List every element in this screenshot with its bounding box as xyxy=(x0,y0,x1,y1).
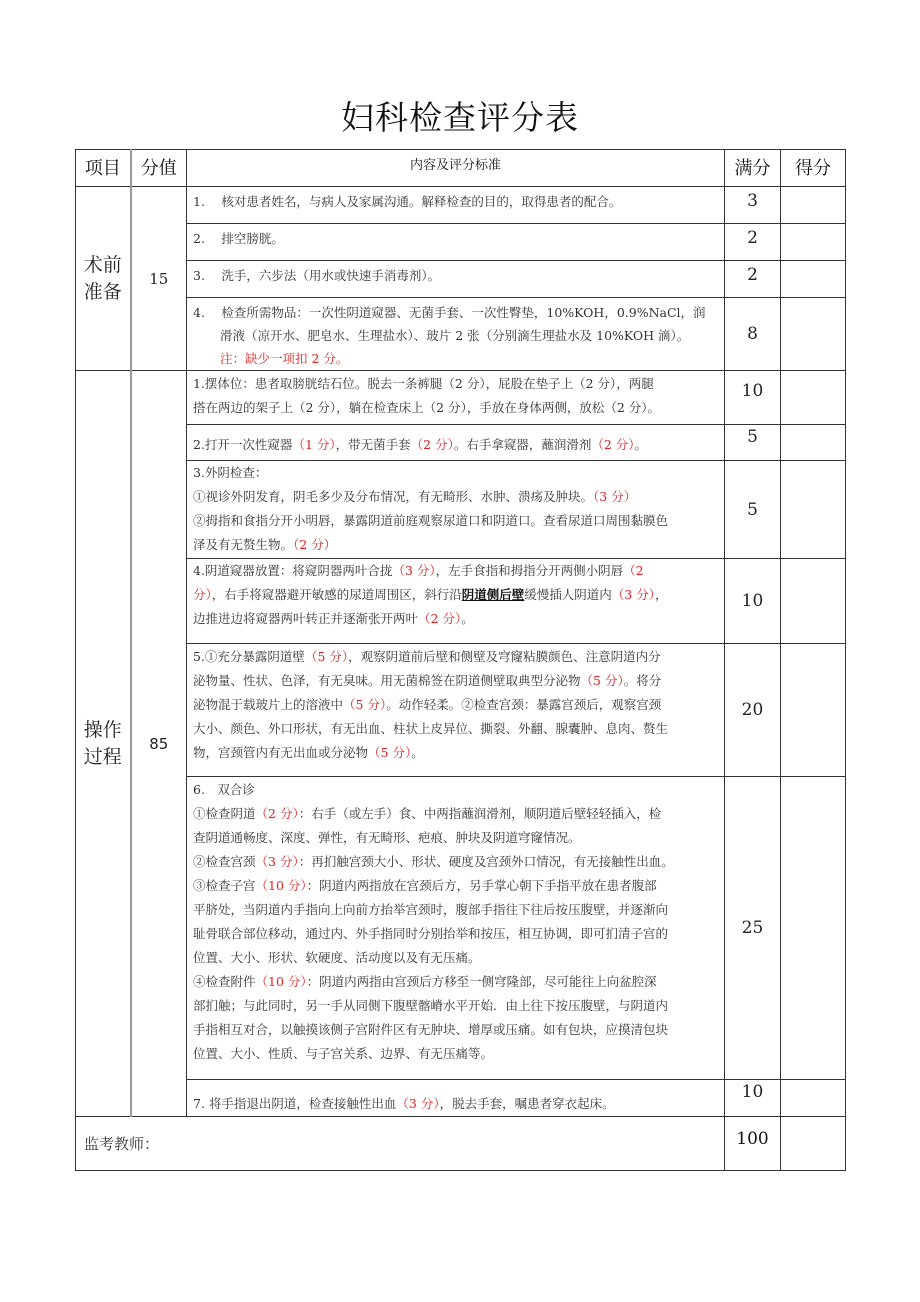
category-label-line1: 术前 xyxy=(83,253,122,276)
criteria-text: ：阴道内两指放在宫颈后方，另手掌心朝下手指平放在患者腹部 xyxy=(306,878,657,893)
criteria-text: ，右手将窥器避开敏感的尿道周围区，斜行沿 xyxy=(211,587,462,602)
criteria-text: 1.摆体位：患者取膀胱结石位。脱去一条裤腿（2 分），屁股在垫子上（2 分），两腿 xyxy=(193,376,654,391)
criteria-cell xyxy=(187,224,725,261)
criteria-line xyxy=(193,264,718,288)
criteria-text: 。动作轻柔。②检查宫颈：暴露宫颈后，观察宫颈 xyxy=(386,697,662,712)
criteria-text: ：再扪触宫颈大小、形状、硬度及宫颈外口情况，有无接触性出血。 xyxy=(298,854,674,869)
criteria-text: ②拇指和食指分开小明唇，暴露阴道前庭观察尿道口和阴道口。查看尿道口周围黏膜色 xyxy=(193,513,669,528)
criteria-text: 泌物混于载玻片上的溶液中 xyxy=(193,697,344,712)
category-label-line2: 过程 xyxy=(83,745,122,768)
total-full-score: 100 xyxy=(725,1117,781,1171)
criteria-text: 边推进边将窥器两叶转正并逐渐张开两叶 xyxy=(193,611,419,626)
full-score-value: 2 xyxy=(725,224,781,261)
page-title: 妇科检查评分表 xyxy=(341,98,579,137)
table-row xyxy=(76,261,846,298)
criteria-line xyxy=(193,347,718,370)
criteria-text: 部扪触；与此同时，另一手从同侧下腹壁髂嵴水平开始．由上往下按压腹壁，与阴道内 xyxy=(193,998,669,1013)
score-note: （2 xyxy=(623,563,644,578)
header-points: 分值 xyxy=(131,150,187,187)
score-note: （5 分） xyxy=(304,649,349,664)
criteria-cell xyxy=(187,1080,725,1117)
full-score-value: 5 xyxy=(725,461,781,559)
criteria-line xyxy=(193,850,718,874)
score-input-cell[interactable] xyxy=(781,187,846,224)
criteria-line xyxy=(193,826,718,850)
full-score-value: 5 xyxy=(725,425,781,461)
criteria-text: 。右手拿窥器，蘸润滑剂 xyxy=(453,437,592,452)
criteria-text: 4. 检查所需物品：一次性阴道窥器、无菌手套、一次性臀垫，10%KOH，0.9%NaCl，润 xyxy=(193,305,706,320)
criteria-text: 平脐处，当阴道内手指向上向前方抬举宫颈时，腹部手指往下往后按压腹壁，并逐渐向 xyxy=(193,902,669,917)
criteria-text: 搭在两边的架子上（2 分），躺在检查床上（2 分），手放在身体两侧，放松（2 分）。 xyxy=(193,400,661,415)
score-note: （10 分） xyxy=(255,878,307,893)
criteria-text: 。将分 xyxy=(623,673,662,688)
criteria-text: 手指相互对合，以触摸该侧子宫附件区有无肿块、增厚或压痛。如有包块，应摸清包块 xyxy=(193,1022,669,1037)
full-score-value: 8 xyxy=(725,298,781,371)
score-input-cell[interactable] xyxy=(781,777,846,1080)
score-note: （5 分） xyxy=(368,745,412,760)
section-points: 15 xyxy=(131,187,187,371)
criteria-line xyxy=(193,802,718,826)
header-row xyxy=(76,150,846,187)
criteria-text: 耻骨联合部位移动，通过内、外手指同时分别抬举和按压，相互协调，即可扪清子宫的 xyxy=(193,926,669,941)
full-score-value: 10 xyxy=(725,1080,781,1117)
criteria-text: 位置、大小、性质、与子宫关系、边界、有无压痛等。 xyxy=(193,1046,494,1061)
criteria-line xyxy=(193,461,718,485)
score-note: （5 分） xyxy=(580,673,624,688)
criteria-text: ③检查子宫 xyxy=(193,878,256,893)
criteria-line xyxy=(193,874,718,898)
criteria-line xyxy=(193,1018,718,1042)
criteria-cell xyxy=(187,425,725,461)
score-input-cell[interactable] xyxy=(781,261,846,298)
criteria-text: 3. 洗手，六步法（用水或快速手消毒剂）。 xyxy=(193,268,441,283)
criteria-line xyxy=(193,970,718,994)
criteria-text: 滑液（凉开水、肥皂水、生理盐水）、玻片 2 张（分别滴生理盐水及 10%KOH 滴）。 xyxy=(220,328,690,343)
criteria-text: 物，宫颈管内有无出血或分泌物 xyxy=(193,745,369,760)
criteria-line xyxy=(193,1042,718,1066)
category-label-line2: 准备 xyxy=(83,280,122,303)
criteria-line xyxy=(193,324,718,347)
table-row xyxy=(76,187,846,224)
criteria-line xyxy=(193,922,718,946)
full-score-value: 10 xyxy=(725,371,781,425)
criteria-line xyxy=(193,898,718,922)
emphasis-text: 阴道侧后壁 xyxy=(461,587,525,602)
criteria-text: ， xyxy=(655,587,668,602)
section-points: 85 xyxy=(131,371,187,1117)
criteria-text: 位置、大小、形状、软硬度、活动度以及有无压痛。 xyxy=(193,950,481,965)
criteria-text: 泌物量、性状、色泽，有无臭味。用无菌棉签在阴道侧壁取典型分泌物 xyxy=(193,673,581,688)
score-note: （5 分） xyxy=(343,697,387,712)
criteria-line xyxy=(193,607,718,631)
category-cell xyxy=(76,187,131,371)
score-note: （2 分） xyxy=(293,537,337,552)
criteria-text: ①检查阴道 xyxy=(193,806,256,821)
criteria-cell xyxy=(187,644,725,777)
score-input-cell[interactable] xyxy=(781,425,846,461)
criteria-line xyxy=(193,946,718,970)
criteria-text: ，带无菌手套 xyxy=(335,437,411,452)
score-note: （3 分） xyxy=(392,563,436,578)
criteria-line xyxy=(193,509,718,533)
table-row xyxy=(76,371,846,425)
criteria-text: 大小、颜色、外口形状，有无出血、柱状上皮异位、撕裂、外翻、腺囊肿、息肉、赘生 xyxy=(193,721,669,736)
criteria-cell xyxy=(187,461,725,559)
full-score-value: 3 xyxy=(725,187,781,224)
criteria-text: 4.阴道窥器放置：将窥阴器两叶合拢 xyxy=(193,563,393,578)
criteria-text: 。 xyxy=(634,437,648,452)
criteria-line xyxy=(193,301,718,324)
criteria-text: 泽及有无赘生物。 xyxy=(193,537,294,552)
score-note: （3 分） xyxy=(255,854,299,869)
criteria-line xyxy=(193,396,718,420)
criteria-line xyxy=(193,994,718,1018)
table-row xyxy=(76,1080,846,1117)
full-score-value: 2 xyxy=(725,261,781,298)
header-item: 项目 xyxy=(76,150,131,187)
criteria-text: 。 xyxy=(461,611,474,626)
score-note: （2 分） xyxy=(591,437,635,452)
footer-row xyxy=(76,1117,846,1171)
score-input-cell[interactable] xyxy=(781,371,846,425)
score-note: 分） xyxy=(193,587,212,602)
criteria-text: 2. 排空膀胱。 xyxy=(193,231,284,246)
score-note: （3 分） xyxy=(593,489,637,504)
table-row xyxy=(76,644,846,777)
table-row xyxy=(76,461,846,559)
table-row xyxy=(76,298,846,371)
score-note: （3 分） xyxy=(611,587,655,602)
criteria-cell xyxy=(187,371,725,425)
criteria-line xyxy=(193,778,718,802)
criteria-cell xyxy=(187,187,725,224)
total-score-cell[interactable] xyxy=(781,1117,846,1171)
table-row xyxy=(76,559,846,644)
criteria-line xyxy=(193,227,718,251)
score-input-cell[interactable] xyxy=(781,461,846,559)
criteria-cell xyxy=(187,261,725,298)
criteria-text: ②检查宫颈 xyxy=(193,854,256,869)
criteria-text: ，观察阴道前后壁和侧壁及穹窿粘膜颜色、注意阴道内分 xyxy=(348,649,661,664)
criteria-text: 5.①充分暴露阴道壁 xyxy=(193,649,305,664)
examiner-label: 监考教师： xyxy=(76,1117,725,1171)
score-input-cell[interactable] xyxy=(781,644,846,777)
score-note: 注：缺少一项扣 2 分。 xyxy=(220,351,349,366)
table-row xyxy=(76,777,846,1080)
criteria-text: ①视诊外阴发育，阴毛多少及分布情况，有无畸形、水肿、溃疡及肿块。 xyxy=(193,489,594,504)
criteria-line xyxy=(193,1092,718,1116)
criteria-cell xyxy=(187,559,725,644)
criteria-text: 。 xyxy=(411,745,424,760)
full-score-value: 25 xyxy=(725,777,781,1080)
criteria-line xyxy=(193,533,718,557)
header-content: 内容及评分标准 xyxy=(187,150,725,187)
criteria-line xyxy=(193,190,718,214)
criteria-line xyxy=(193,372,718,396)
score-input-cell[interactable] xyxy=(781,1080,846,1117)
full-score-value: 10 xyxy=(725,559,781,644)
criteria-text: ：右手（或左手）食、中两指蘸润滑剂，顺阴道后壁轻轻插入，检 xyxy=(298,806,662,821)
score-note: （3 分） xyxy=(396,1096,440,1111)
criteria-text: ④检查附件 xyxy=(193,974,256,989)
criteria-line xyxy=(193,583,718,607)
criteria-text: 缓慢插人阴道内 xyxy=(524,587,612,602)
criteria-line xyxy=(193,669,718,693)
criteria-text: 7. 将手指退出阴道，检查接触性出血 xyxy=(193,1096,397,1111)
table-row xyxy=(76,425,846,461)
score-input-cell[interactable] xyxy=(781,224,846,261)
criteria-text: ：阴道内两指由宫颈后方移至一侧穹隆部，尽可能往上向盆腔深 xyxy=(306,974,657,989)
score-note: （2 分） xyxy=(255,806,299,821)
category-label-line1: 操作 xyxy=(83,718,122,741)
table-row xyxy=(76,224,846,261)
score-input-cell[interactable] xyxy=(781,559,846,644)
criteria-line xyxy=(193,485,718,509)
criteria-text: 1. 核对患者姓名，与病人及家属沟通。解释检查的目的，取得患者的配合。 xyxy=(193,194,622,209)
score-note: （1 分） xyxy=(292,437,336,452)
full-score-value: 20 xyxy=(725,644,781,777)
criteria-line xyxy=(193,645,718,669)
criteria-text: 3.外阴检查： xyxy=(193,465,268,480)
criteria-cell xyxy=(187,298,725,371)
criteria-line xyxy=(193,433,718,457)
criteria-cell xyxy=(187,777,725,1080)
criteria-line xyxy=(193,717,718,741)
criteria-text: 2.打开一次性窥器 xyxy=(193,437,293,452)
criteria-line xyxy=(193,741,718,765)
score-note: （2 分） xyxy=(418,611,462,626)
score-note: （10 分） xyxy=(255,974,307,989)
score-table xyxy=(75,149,846,1171)
header-score: 得分 xyxy=(781,150,846,187)
criteria-text: 6. 双合诊 xyxy=(193,782,255,797)
criteria-line xyxy=(193,693,718,717)
header-full-score: 满分 xyxy=(725,150,781,187)
category-cell xyxy=(76,371,131,1117)
criteria-text: ，左手食指和拇指分开两侧小阴唇 xyxy=(435,563,624,578)
criteria-line xyxy=(193,559,718,583)
score-input-cell[interactable] xyxy=(781,298,846,371)
criteria-text: 查阴道通畅度、深度、弹性，有无畸形、疤痕、肿块及阴道穹窿情况。 xyxy=(193,830,581,845)
criteria-text: ，脱去手套，嘱患者穿衣起床。 xyxy=(439,1096,615,1111)
score-note: （2 分） xyxy=(410,437,454,452)
